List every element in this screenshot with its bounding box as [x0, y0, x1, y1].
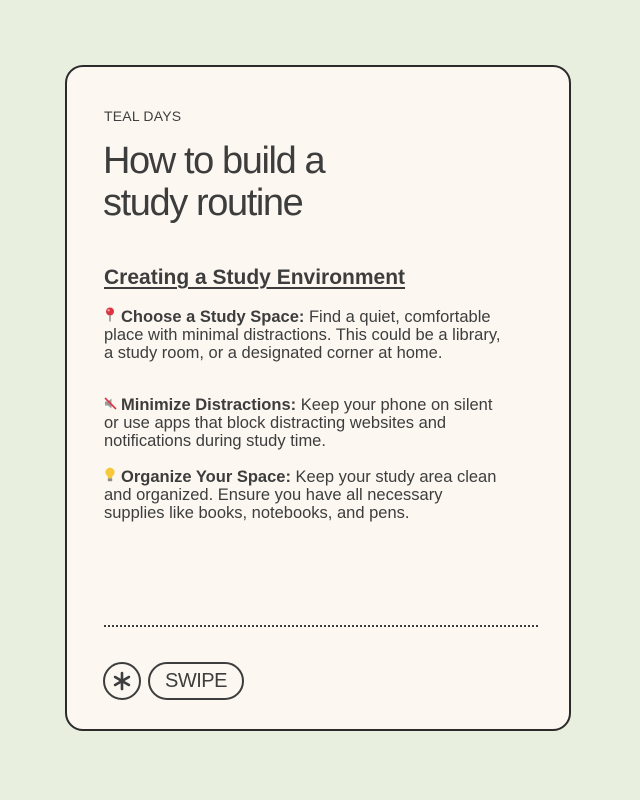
asterisk-icon [111, 670, 133, 692]
tip-item [104, 307, 504, 362]
brand-label: TEAL DAYS [104, 108, 182, 124]
dotted-divider [104, 625, 538, 627]
tip-text: Find a quiet, comfortable place with minimal distractions. This could be a library, a study room, or a designated corner at home. [104, 308, 501, 362]
title-line-2: study routine [103, 182, 303, 224]
section-heading: Creating a Study Environment [104, 266, 406, 289]
tip-item [104, 467, 504, 522]
slide-card [65, 65, 571, 731]
title-line-1: How to build a [103, 140, 325, 182]
tip-bold-label: Choose a Study Space: [121, 308, 305, 326]
pushpin-icon [104, 307, 121, 326]
tip-item [104, 396, 504, 450]
tip-bold-label: Minimize Distractions: [121, 396, 297, 414]
tip-text: Keep your phone on silent or use apps that block distracting websites and notifications during study time. [104, 396, 493, 450]
swipe-button[interactable]: SWIPE [148, 662, 244, 700]
lightbulb-icon [104, 467, 121, 486]
asterisk-button[interactable] [103, 662, 141, 700]
page-title [103, 140, 523, 224]
tip-bold-label: Organize Your Space: [121, 468, 291, 486]
muted-speaker-icon [104, 396, 121, 414]
tip-text: Keep your study area clean and organized. Ensure you have all necessary supplies like books, notebooks, and pens. [104, 468, 497, 522]
